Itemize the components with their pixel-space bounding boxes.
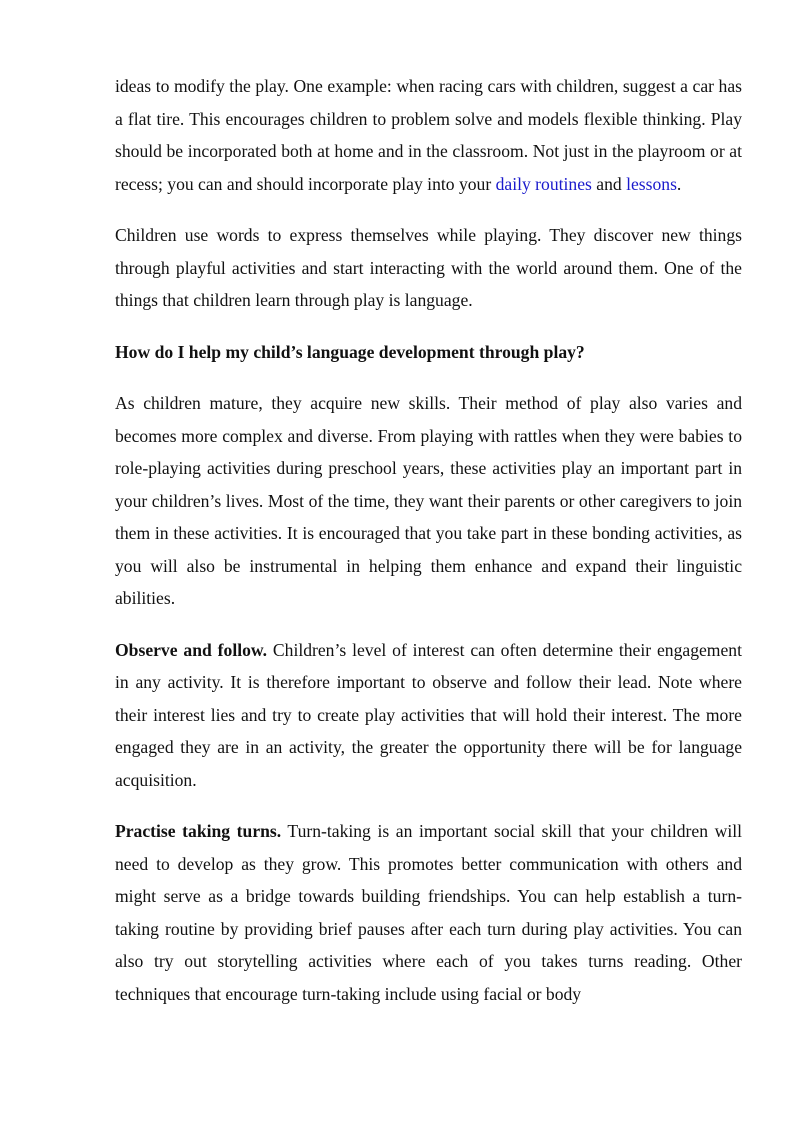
paragraph-text: ideas to modify the play. One example: when racing cars with children, suggest a car has a flat tire. This encourages children to problem solve and models flexible thinking. Play should be incorporated both at home and in the classroom. Not just in the playroom or at recess; you can and should incorporate play into your [115,76,742,194]
paragraph-lead: Observe and follow. [115,639,268,660]
paragraph-text: Turn-taking is an important social skill that your children will need to develop as they grow. This promotes better communication with others and might serve as a bridge towards building friendships. You can help establish a turn-taking routine by providing brief pauses after each turn during play activities. You can also try out storytelling activities where each of you takes turns reading. Other techniques that encourage turn-taking include using facial or body [115,821,742,1004]
paragraph-text: and [591,173,627,194]
paragraph-taking-turns [115,815,742,1010]
paragraph-play-ideas [115,70,742,200]
paragraph-language-through-play: Children use words to express themselves while playing. They discover new things through playful activities and start interacting with the world around them. One of the things that children learn through play is language. [115,225,742,310]
paragraph-text: . [676,173,682,194]
section-heading: How do I help my child’s language development through play? [115,341,585,362]
paragraph-children-mature: As children mature, they acquire new skills. Their method of play also varies and becomes more complex and diverse. From playing with rattles when they were babies to role-playing activities during preschool years, these activities play an important part in your children’s lives. Most of the time, they want their parents or other caregivers to join them in these activities. It is encouraged that you take part in these bonding activities, as you will also be instrumental in helping them enhance and expand their linguistic abilities. [115,393,742,608]
paragraph-text: Children’s level of interest can often determine their engagement in any activity. It is therefore important to observe and follow their lead. Note where their interest lies and try to create play activities that will hold their interest. The more engaged they are in an activity, the greater the opportunity there will be for language acquisition. [115,639,742,790]
paragraph-lead: Practise taking turns. [115,821,282,841]
document-page [115,70,742,1029]
lessons-link[interactable]: lessons [626,173,677,194]
daily-routines-link[interactable]: daily routines [495,173,592,194]
paragraph-observe-and-follow [115,634,742,797]
